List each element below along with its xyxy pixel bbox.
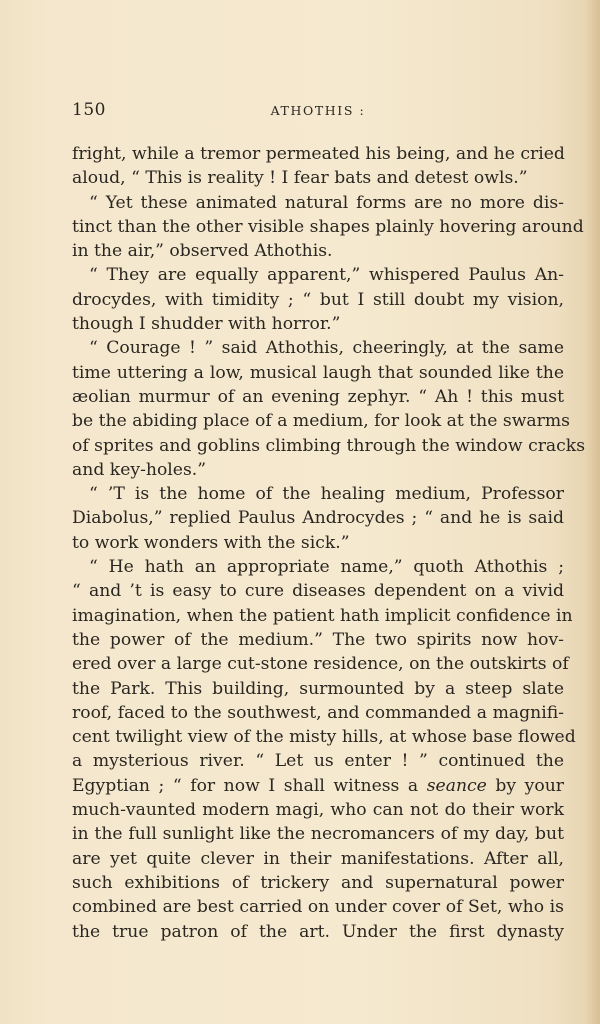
text-line: in the full sunlight like the necromancers of my day, but: [72, 824, 564, 845]
text-line: time uttering a low, musical laugh that sounded like the: [72, 362, 564, 383]
text-line: a mysterious river. “ Let us enter ! ” continued the: [72, 751, 564, 772]
text-line: drocydes, with timidity ; “ but I still doubt my vision,: [72, 289, 564, 310]
text-line: [72, 774, 564, 798]
text-segment: by your: [486, 775, 564, 796]
text-line: Diabolus,” replied Paulus Androcydes ; “ and he is said: [72, 508, 564, 529]
text-line: the true patron of the art. Under the first dynasty: [72, 921, 564, 942]
text-line: “ Courage ! ” said Athothis, cheeringly, at the same: [89, 338, 564, 359]
text-line: in the air,” observed Athothis.: [72, 241, 333, 262]
text-line: ered over a large cut-stone residence, on the outskirts of: [72, 654, 569, 675]
page-edge-shadow: [586, 0, 600, 1024]
text-line: the Park. This building, surmounted by a steep slate: [72, 678, 564, 699]
running-head: [72, 100, 564, 124]
text-line: fright, while a tremor permeated his being, and he cried: [72, 144, 565, 164]
text-line: of sprites and goblins climbing through the window cracks: [72, 435, 586, 456]
page-number: 150: [72, 100, 106, 120]
text-line: the power of the medium.” The two spirits now hov-: [72, 629, 564, 650]
text-line: roof, faced to the southwest, and commanded a magnifi-: [72, 702, 564, 723]
text-line: tinct than the other visible shapes plainly hovering around: [72, 216, 584, 237]
text-line: “ Yet these animated natural forms are no more dis-: [89, 192, 564, 213]
text-segment: Egyptian ; “ for now I shall witness a: [72, 775, 427, 796]
running-title: ATHOTHIS :: [270, 103, 366, 118]
text-line: to work wonders with the sick.”: [72, 532, 350, 553]
text-line: combined are best carried on under cover of Set, who is: [72, 897, 564, 918]
text-line: such exhibitions of trickery and supernatural power: [72, 872, 564, 893]
text-line: be the abiding place of a medium, for look at the swarms: [72, 411, 570, 432]
text-line: “ and ’t is easy to cure diseases dependent on a vivid: [72, 581, 564, 602]
italic-word-seance: seance: [426, 775, 487, 796]
text-line: “ He hath an appropriate name,” quoth Athothis ;: [89, 557, 564, 578]
text-line: much-vaunted modern magi, who can not do their work: [72, 800, 564, 821]
text-line: aloud, “ This is reality ! I fear bats and detest owls.”: [72, 168, 528, 189]
text-line: æolian murmur of an evening zephyr. “ Ah ! this must: [72, 386, 564, 407]
text-line: though I shudder with horror.”: [72, 314, 341, 335]
body-text: [72, 142, 586, 944]
text-line: imagination, when the patient hath implicit confidence in: [72, 605, 573, 626]
text-line: cent twilight view of the misty hills, at whose base flowed: [72, 727, 576, 748]
text-line: “ ’T is the home of the healing medium, Professor: [89, 484, 564, 505]
text-line: “ They are equally apparent,” whispered Paulus An-: [89, 265, 564, 286]
text-line: are yet quite clever in their manifestations. After all,: [72, 848, 564, 869]
text-line: and key-holes.”: [72, 459, 207, 480]
